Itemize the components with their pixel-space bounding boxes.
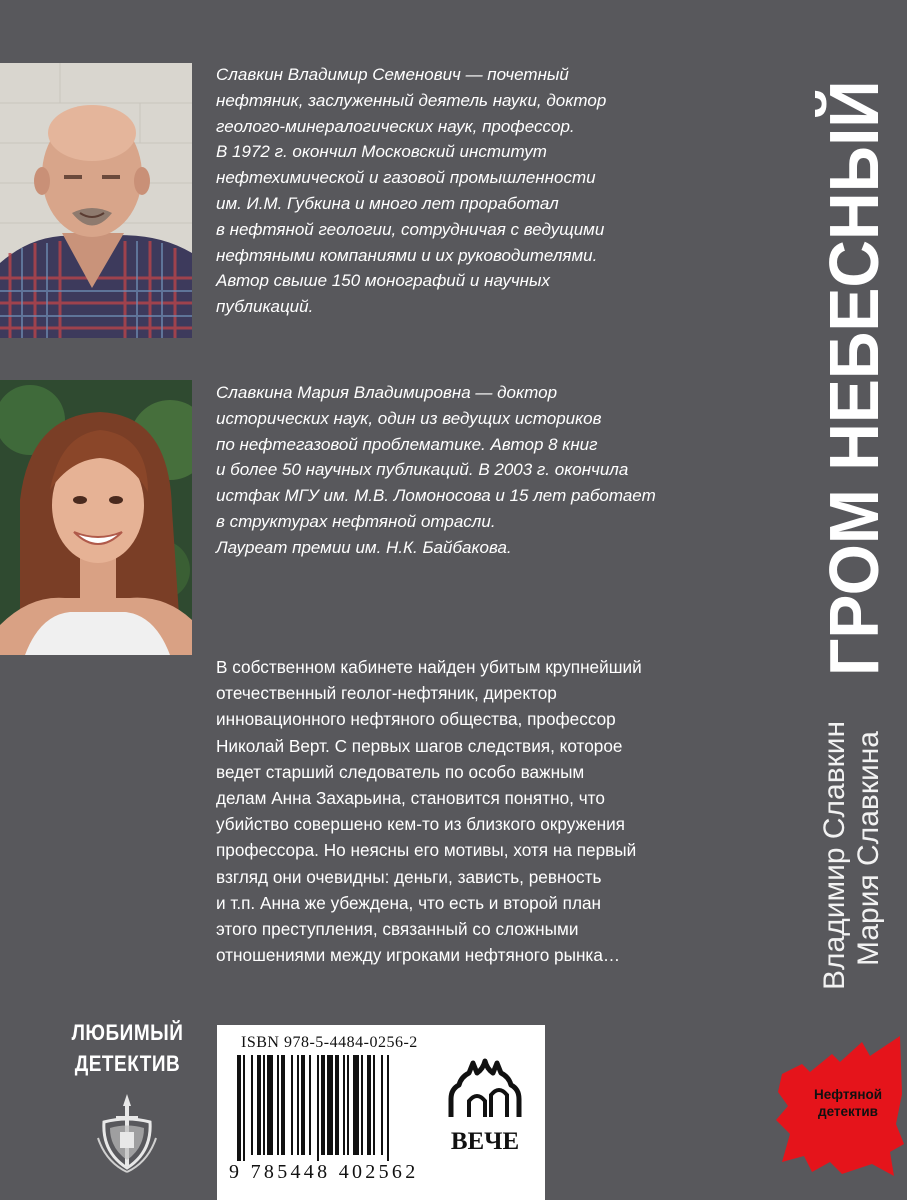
author-bio-maria: Славкина Мария Владимировна — доктор исторических наук, один из ведущих историков по нефтегазовой проблематике. Автор 8 книг и более 50 научных публикаций. В 2003 г. окончила истфак МГУ им. М.В. Ломоносова и 15 лет работает в структурах нефтяной отрасли. Лауреат премии им. Н.К. Байбакова. [216, 383, 656, 557]
author-name-maria: Мария Славкина [852, 731, 885, 966]
series-label: ЛЮБИМЫЙ ДЕТЕКТИВ [71, 1021, 184, 1077]
shield-sword-emblem-icon [96, 1092, 158, 1179]
publisher-name: ВЕЧЕ [450, 1128, 520, 1155]
book-title: ГРОМ НЕБЕСНЫЙ [814, 80, 893, 676]
author-bio-vladimir: Славкин Владимир Семенович — почетный нефтяник, заслуженный деятель науки, доктор геолого-минералогических наук, профессор. В 1972 г. окончил Московский институт нефтехимической и газовой промышленности им. И.М. Губкина и много лет проработал в нефтяной геологии, сотрудничая с ведущими нефтяными компаниями и их руководителями. Автор свыше 150 монографий и научных публикаций. [216, 65, 607, 317]
barcode-icon [237, 1055, 437, 1166]
barcode-panel [217, 1025, 545, 1200]
author-photo-woman [0, 380, 192, 655]
badge-label: Нефтяной детектив [813, 1087, 883, 1119]
isbn-number: ISBN 978-5-4484-0256-2 [241, 1034, 418, 1051]
book-annotation: В собственном кабинете найден убитым крупнейший отечественный геолог-нефтяник, директор инновационного нефтяного общества, профессор Николай Верт. С первых шагов следствия, которое ведет старший следователь по особо важным делам Анна Захарьина, становится понятно, что убийство совершено кем-то из близкого окружения профессора. Но неясны его мотивы, хотя на первый взгляд они очевидны: деньги, зависть, ревность и т.п. Анна же убеждена, что есть и второй план этого преступления, связанный со сложными отношениями между игроками нефтяного рынка… [216, 657, 642, 966]
author-name-vladimir: Владимир Славкин [818, 720, 851, 990]
veche-onion-dome-icon [445, 1055, 525, 1160]
author-photo-man [0, 63, 192, 338]
barcode-digits: 9 785448 402562 [229, 1161, 419, 1183]
